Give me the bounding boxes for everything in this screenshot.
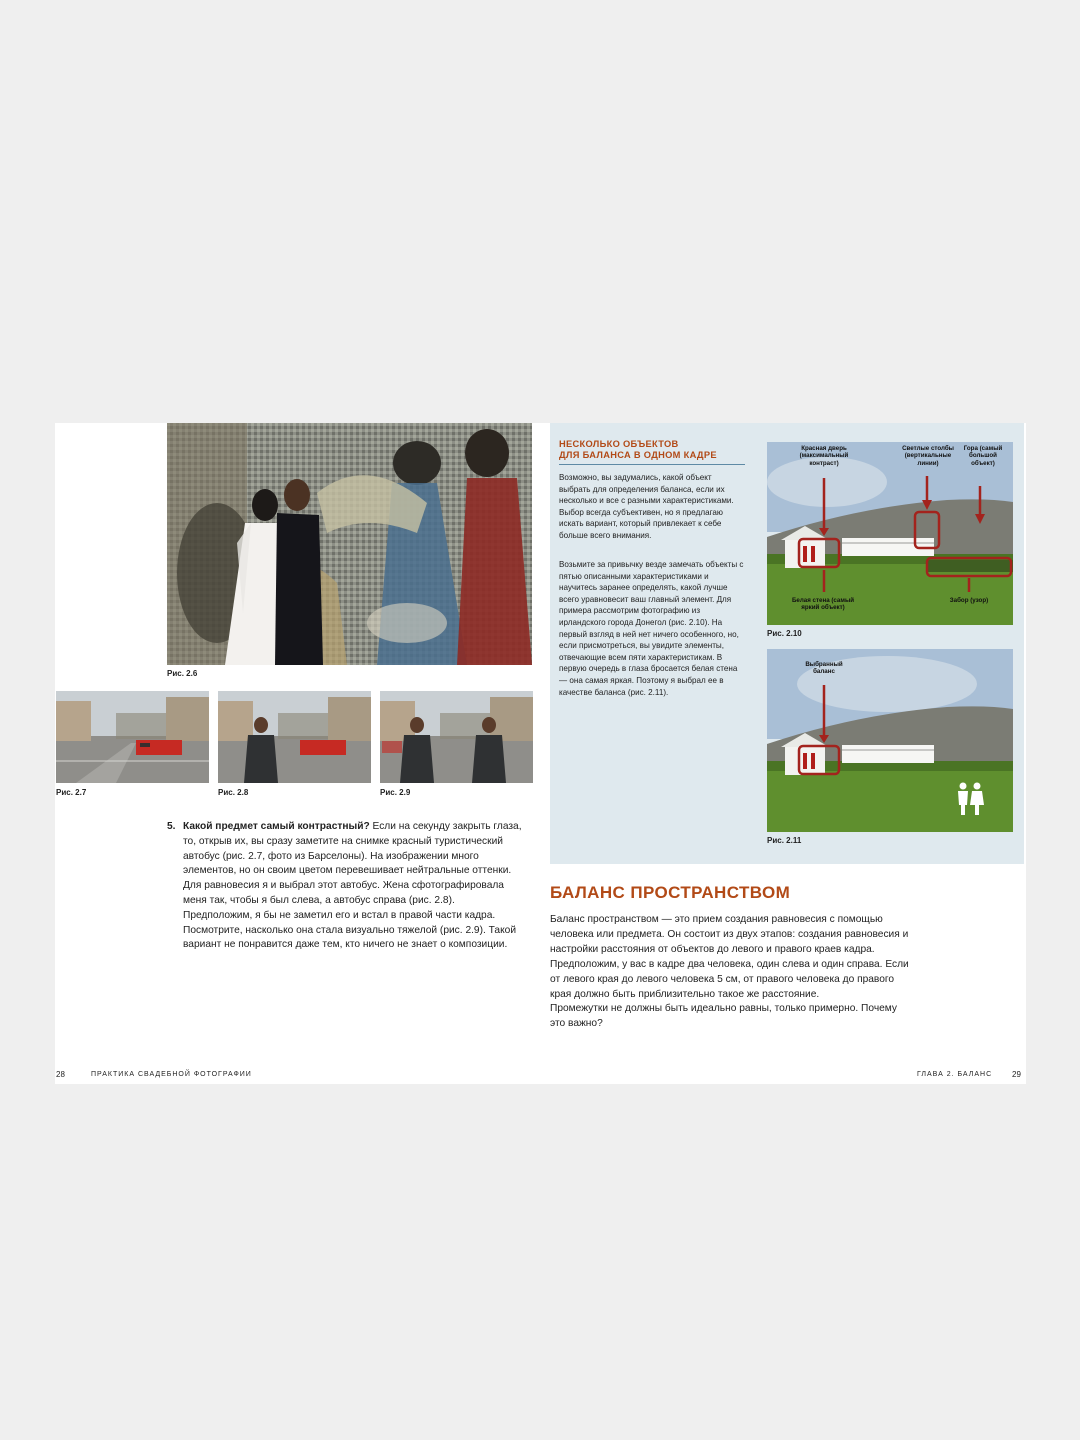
photo-mosaic-wedding bbox=[167, 423, 532, 665]
item-number: 5. bbox=[167, 821, 176, 832]
annot-mountain: Гора (самый большой объект) bbox=[963, 445, 1003, 467]
photo-street-man-right bbox=[380, 691, 533, 783]
item-bold-question: Какой предмет самый контрастный? bbox=[183, 821, 370, 832]
caption-fig-2-6: Рис. 2.6 bbox=[167, 669, 198, 678]
annot-red-door: Красная дверь (максимальный контраст) bbox=[799, 445, 849, 467]
section-paragraph-2: Предположим, у вас в кадре два человека, один слева и один справа. Если от левого края до левого человека 5 см, от правого человека до правого края должно быть приблизительно такое же расстояние. bbox=[550, 959, 909, 1000]
annot-white-wall: Белая стена (самый яркий объект) bbox=[791, 597, 855, 612]
footer-book-title: ПРАКТИКА СВАДЕБНОЙ ФОТОГРАФИИ bbox=[91, 1071, 252, 1078]
book-spread bbox=[55, 423, 1026, 1084]
caption-fig-2-10: Рис. 2.10 bbox=[767, 629, 802, 638]
box-title bbox=[559, 439, 745, 465]
footer-page-number-right: 29 bbox=[1012, 1070, 1021, 1079]
footer-page-number-left: 28 bbox=[56, 1070, 65, 1079]
footer-chapter-title: ГЛАВА 2. БАЛАНС bbox=[917, 1071, 993, 1078]
caption-fig-2-9: Рис. 2.9 bbox=[380, 788, 411, 797]
box-title-line-1: НЕСКОЛЬКО ОБЪЕКТОВ bbox=[559, 439, 679, 449]
photo-street-man-left bbox=[218, 691, 371, 783]
box-paragraph-2: Возьмите за привычку везде замечать объекты с пятью описанными характеристиками и научитесь заранее определять, какой лучше всего уравновесит ваш главный элемент. Для примера рассмотрим фотографию из ирландского города Донегол (рис. 2.10). На первый взгляд в ней нет ничего особенного, но, если присмотреться, вы увидите элементы, отвечающие всем пяти характеристикам. В первую очередь в глаза бросается белая стена — она самая яркая. Поэтому я выбрал ее в качестве баланса (рис. 2.11). bbox=[559, 560, 744, 697]
section-paragraph-1: Баланс пространством — это прием создания равновесия с помощью человека или предмета. Он состоит из двух этапов: создания равновесия и настройки расстояния от объектов до левого и правого краев кадра. bbox=[550, 914, 909, 955]
annot-fence: Забор (узор) bbox=[949, 597, 989, 604]
item-paragraph bbox=[183, 820, 525, 953]
box-paragraph-1: Возможно, вы задумались, какой объект выбрать для определения баланса, если их несколько и все с разными характеристиками. Выбор всегда субъективен, но я предлагаю искать вариант, который привлекает к себе больше всего внимания. bbox=[559, 473, 734, 540]
caption-fig-2-8: Рис. 2.8 bbox=[218, 788, 249, 797]
sidebar-box bbox=[550, 423, 1024, 864]
item-text: Если на секунду закрыть глаза, то, открыв их, вы сразу заметите на снимке красный туристический автобус (рис. 2.7, фото из Барселоны). На изображении много элементов, но он своим цветом перевешивает нейтральные оттенки. Для равновесия я и выбрал этот автобус. Жена сфотографировала меня так, чтобы я был слева, а автобус справа (рис. 2.8). Предположим, я бы не заметил его и встал в правой части кадра. Посмотрите, насколько она стала визуально тяжелой (рис. 2.9). Такой вариант не понравится даже тем, кто ничего не знает о композиции. bbox=[183, 821, 522, 951]
annot-selected-balance: Выбранный баланс bbox=[805, 661, 843, 676]
box-title-line-2: ДЛЯ БАЛАНСА В ОДНОМ КАДРЕ bbox=[559, 450, 717, 460]
photo-street-bus bbox=[56, 691, 209, 783]
photo-donegal-annotated bbox=[767, 442, 1013, 625]
section-paragraph-3: Промежутки не должны быть идеально равны, только примерно. Почему это важно? bbox=[550, 1003, 898, 1029]
annot-posts: Светлые столбы (вертикальные линии) bbox=[902, 445, 954, 467]
caption-fig-2-11: Рис. 2.11 bbox=[767, 836, 802, 845]
section-title: БАЛАНС ПРОСТРАНСТВОМ bbox=[550, 883, 791, 902]
caption-fig-2-7: Рис. 2.7 bbox=[56, 788, 87, 797]
photo-donegal-balance bbox=[767, 649, 1013, 832]
